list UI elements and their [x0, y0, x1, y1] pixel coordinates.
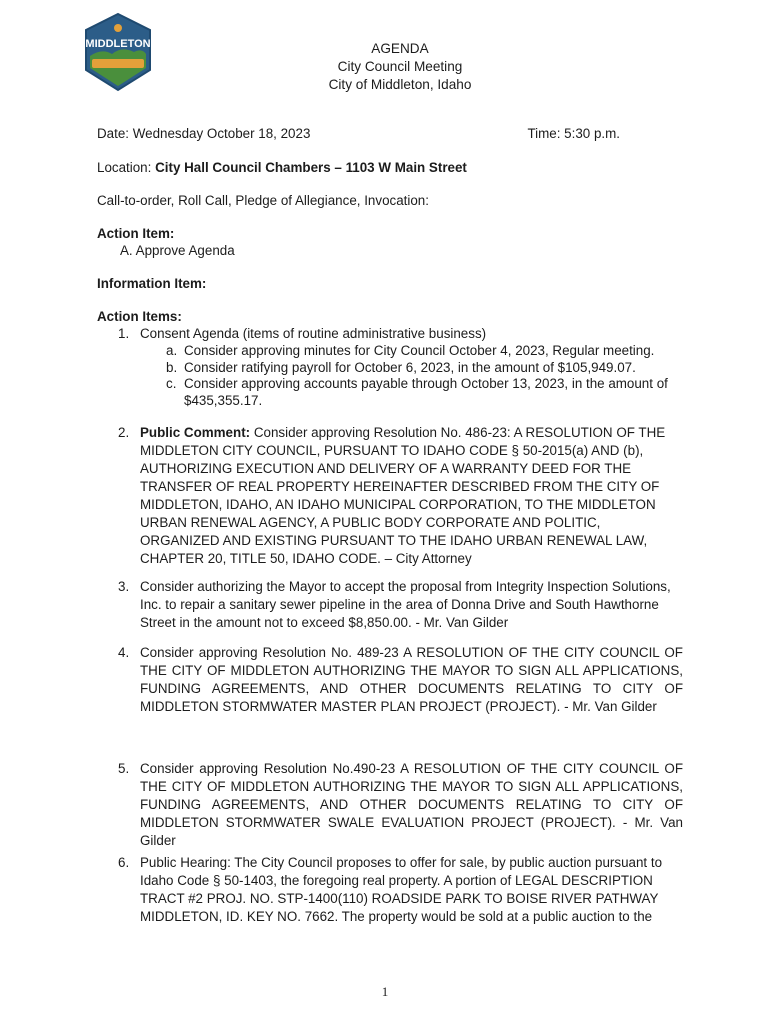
item-text: Public Hearing: The City Council proposes to offer for sale, by public auction pursuant to Idaho Code § 50-1403, the foregoing real property. A portion of LEGAL DESCRIPTION TRACT #2 PROJ. NO. STP-1400(110) ROADSIDE PARK TO BOISE RIVER PATHWAY MIDDLETON, ID. KEY NO. 7662. The property would be sold at a public auction to the	[140, 855, 663, 924]
meeting-time: Time: 5:30 p.m.	[527, 126, 620, 141]
item-number: 6.	[118, 855, 130, 870]
information-item-heading: Information Item:	[97, 276, 207, 291]
middleton-badge-icon	[82, 12, 154, 92]
call-to-order: Call-to-order, Roll Call, Pledge of Allegiance, Invocation:	[97, 193, 429, 208]
page-number: 1	[381, 984, 389, 999]
item-number: 2.	[118, 425, 130, 440]
item-number: 5.	[118, 761, 130, 776]
city-logo	[82, 12, 154, 92]
meeting-type: City Council Meeting	[337, 59, 463, 74]
meeting-location	[97, 160, 467, 175]
agenda-item-3	[118, 578, 683, 632]
location-value: City Hall Council Chambers – 1103 W Main Street	[155, 160, 467, 175]
agenda-item-5	[118, 760, 683, 850]
agenda-item-6	[118, 854, 683, 926]
agenda-item-4	[118, 644, 683, 716]
item-text: Consider approving Resolution No. 486-23: A RESOLUTION OF THE MIDDLETON CITY COUNCIL, PURSUANT TO IDAHO CODE § 50-2015(a) AND (b), AUTHORIZING EXECUTION AND DELIVERY OF A WARRANTY DEED FOR THE TRANSFER OF REAL PROPERTY HEREINAFTER DESCRIBED FROM THE CITY OF MIDDLETON, IDAHO, AN IDAHO MUNICIPAL CORPORATION, TO THE MIDDLETON URBAN RENEWAL AGENCY, A PUBLIC BODY CORPORATE AND POLITIC, ORGANIZED AND EXISTING PURSUANT TO THE IDAHO URBAN RENEWAL LAW, CHAPTER 20, TITLE 50, IDAHO CODE. – City Attorney	[140, 425, 666, 566]
item-number: 3.	[118, 579, 130, 594]
meeting-date: Date: Wednesday October 18, 2023	[97, 126, 311, 141]
logo-text: MIDDLETON	[85, 38, 151, 50]
approve-agenda-item: A. Approve Agenda	[120, 243, 235, 258]
item-text: Consider approving Resolution No. 489-23 A RESOLUTION OF THE CITY COUNCIL OF THE CITY OF MIDDLETON AUTHORIZING THE MAYOR TO SIGN ALL APPLICATIONS, FUNDING AGREEMENTS, AND OTHER DOCUMENTS RELATING TO CITY OF MIDDLETON STORMWATER MASTER PLAN PROJECT (PROJECT). - Mr. Van Gilder	[140, 645, 683, 714]
subitem-c: c. Consider approving accounts payable through October 13, 2023, in the amount of $435,355.17.	[166, 376, 668, 408]
consent-subitems	[166, 343, 683, 409]
city-name: City of Middleton, Idaho	[328, 77, 472, 92]
agenda-item-1	[118, 325, 683, 409]
item-text: Consider authorizing the Mayor to accept the proposal from Integrity Inspection Solutions, Inc. to repair a sanitary sewer pipeline in the area of Donna Drive and South Hawthorne Street in the amount not to exceed $8,850.00. - Mr. Van Gilder	[140, 579, 671, 630]
item-text: Consider approving Resolution No.490-23 A RESOLUTION OF THE CITY COUNCIL OF THE CITY OF MIDDLETON AUTHORIZING THE MAYOR TO SIGN ALL APPLICATIONS, FUNDING AGREEMENTS, AND OTHER DOCUMENTS RELATING TO CITY OF MIDDLETON STORMWATER SWALE EVALUATION PROJECT (PROJECT). - Mr. Van Gilder	[140, 761, 683, 848]
location-label: Location:	[97, 160, 152, 175]
action-item-heading: Action Item:	[97, 226, 175, 241]
agenda-item-2	[118, 424, 683, 568]
subitem-a: a. Consider approving minutes for City Council October 4, 2023, Regular meeting.	[166, 343, 655, 358]
date-time-row	[97, 126, 620, 141]
public-comment-label: Public Comment:	[140, 425, 251, 440]
action-items-heading: Action Items:	[97, 309, 182, 324]
item-number: 4.	[118, 645, 130, 660]
subitem-b: b. Consider ratifying payroll for October 6, 2023, in the amount of $105,949.07.	[166, 359, 636, 375]
item-text: Consent Agenda (items of routine administrative business)	[140, 326, 487, 341]
agenda-header	[200, 40, 600, 94]
agenda-title: AGENDA	[371, 41, 429, 56]
item-number: 1.	[118, 326, 130, 341]
